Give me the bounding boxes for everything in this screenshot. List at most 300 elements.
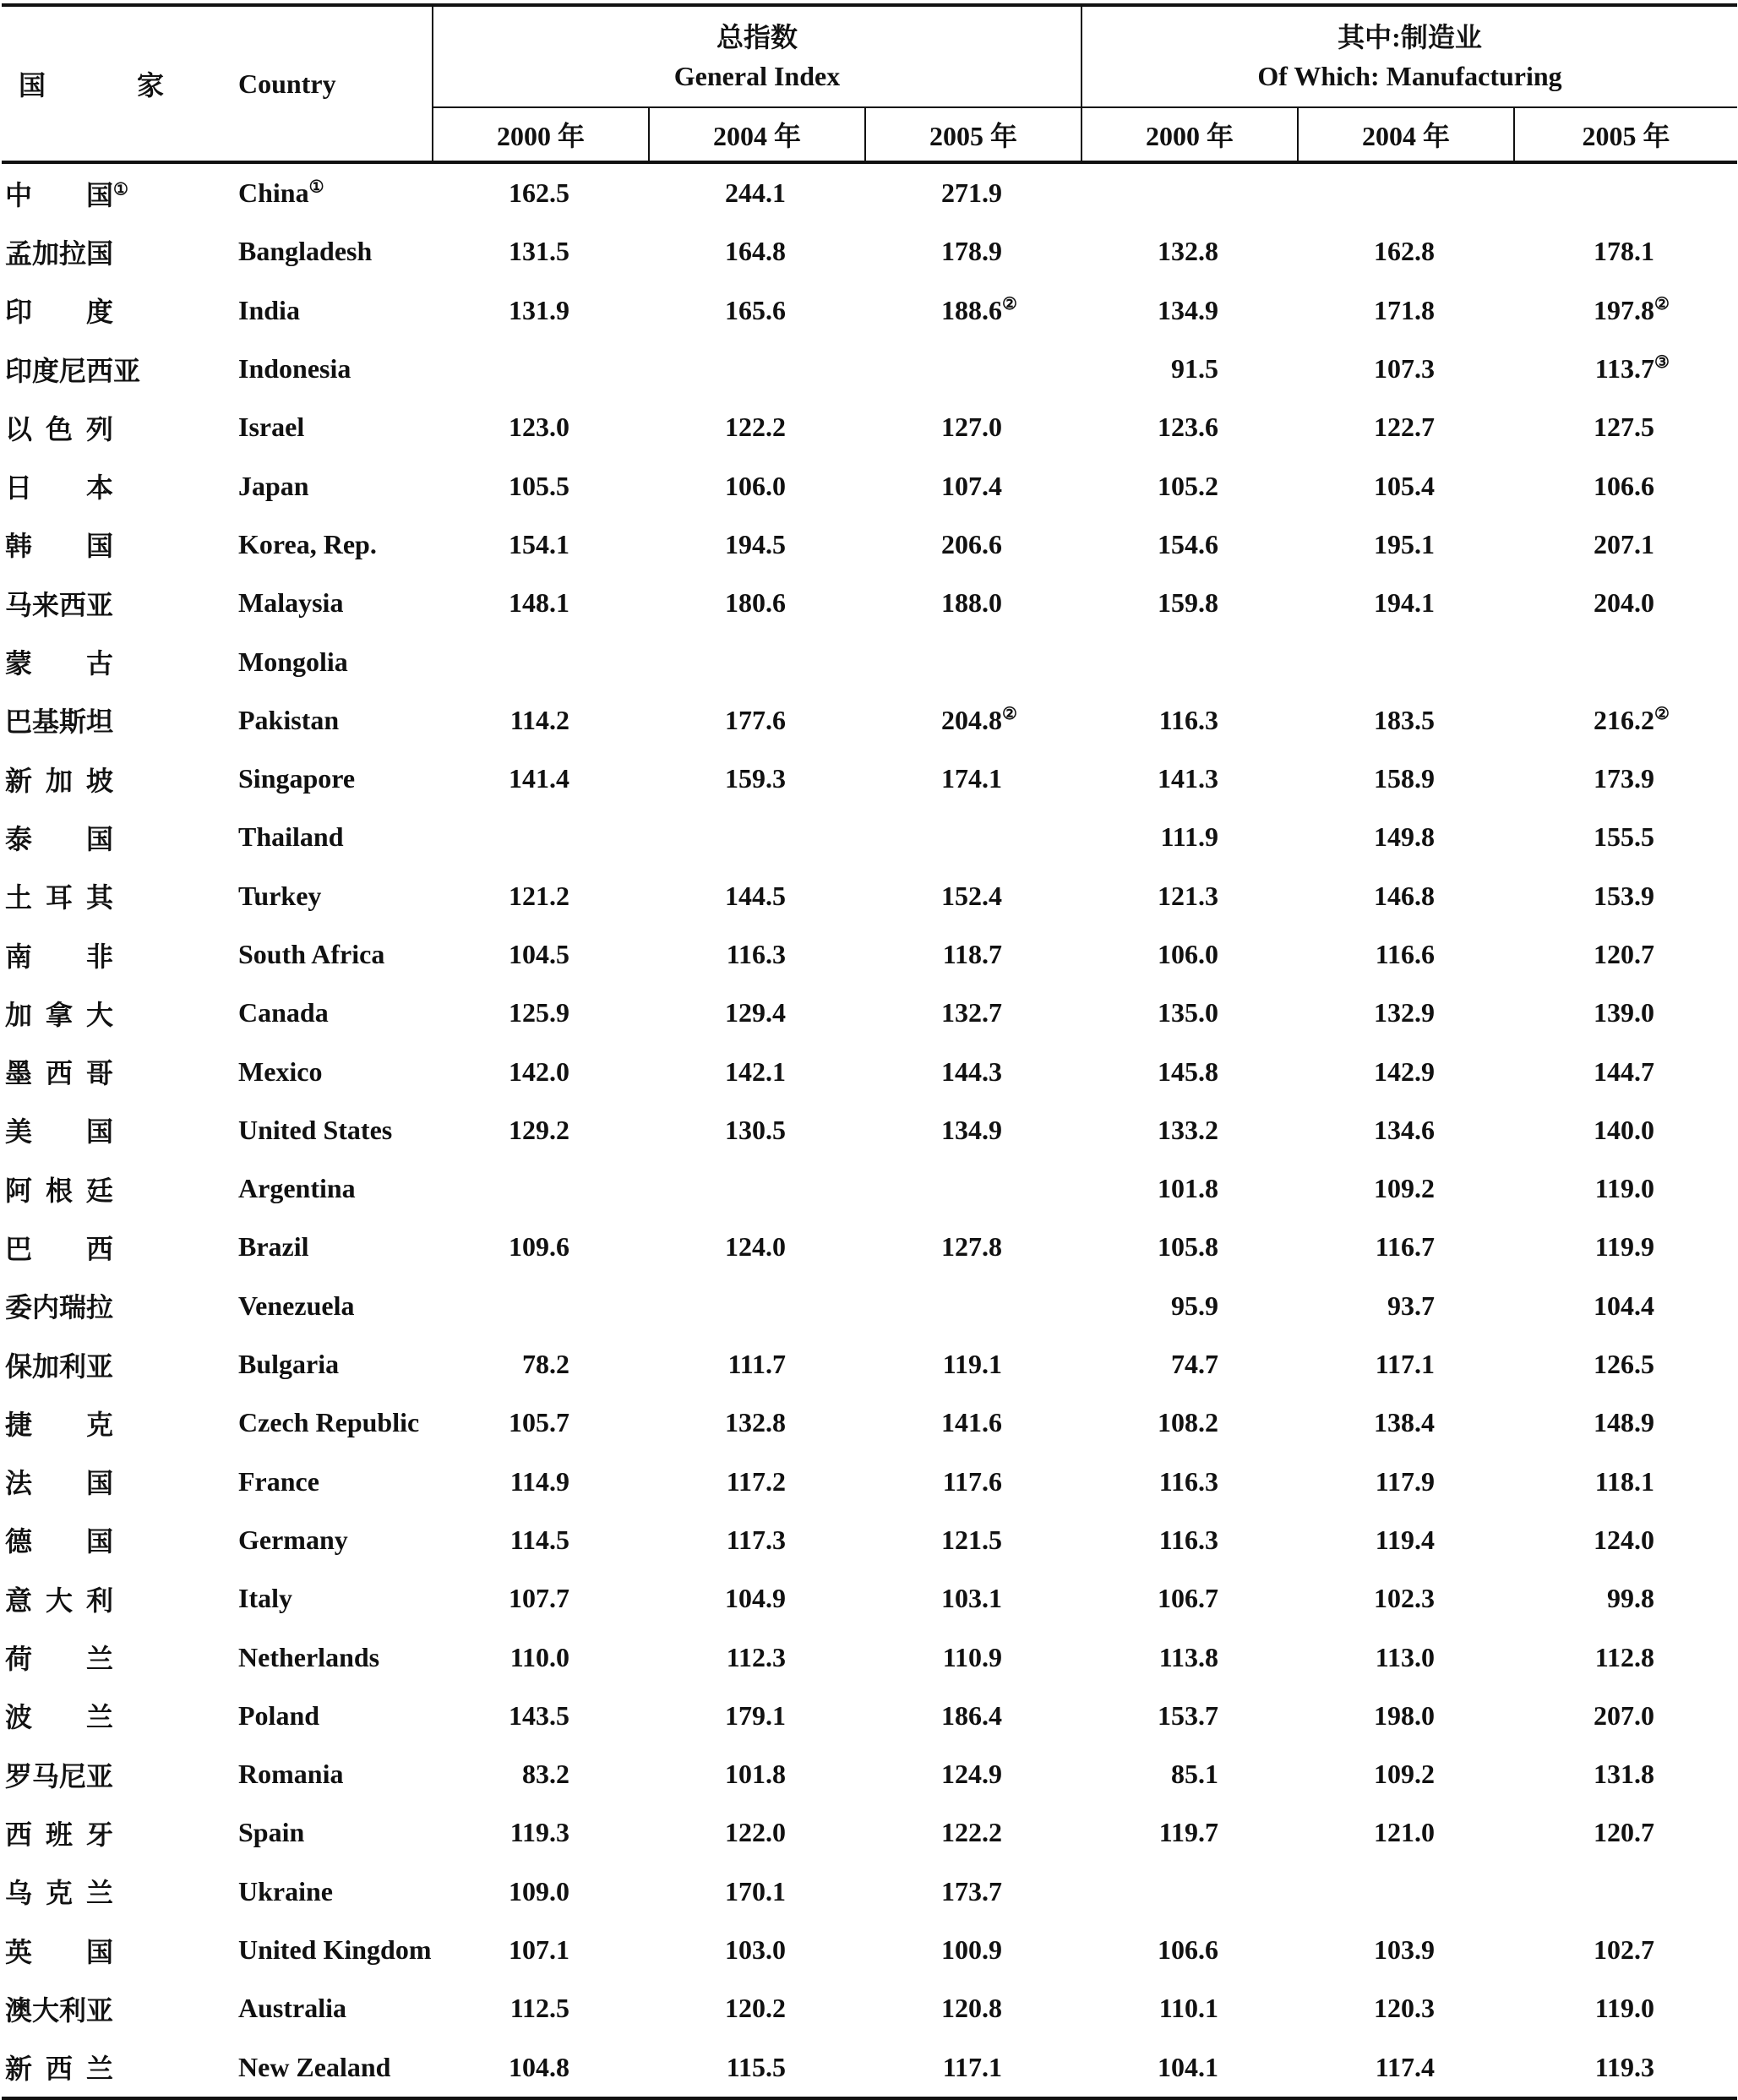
index-value: 107.3 <box>1374 353 1436 385</box>
index-value-cell <box>649 984 865 1042</box>
country-name-en-text: Pakistan <box>238 704 340 735</box>
country-name-cn: 新 西 兰 <box>2 2038 213 2098</box>
table-row <box>2 1745 1737 1803</box>
index-value-cell <box>433 1101 649 1159</box>
country-name-cn: 美 国 <box>5 1116 113 1148</box>
table-row <box>2 808 1737 866</box>
index-value: 110.0 <box>509 1641 569 1672</box>
index-value-cell <box>433 1394 649 1452</box>
index-value: 141.6 <box>941 1407 1002 1438</box>
country-name-cn: 英 国 <box>5 1936 113 1967</box>
index-value: 115.5 <box>726 2051 786 2082</box>
country-name-en <box>213 1277 433 1335</box>
index-value-cell <box>649 515 865 574</box>
country-name-cn: 德 国 <box>5 1526 113 1557</box>
index-value: 153.7 <box>1158 1699 1219 1731</box>
index-value-cell <box>1514 456 1737 515</box>
index-value-cell <box>649 925 865 984</box>
index-value-cell <box>433 1335 649 1394</box>
index-value-cell <box>1298 867 1514 925</box>
header-manufacturing <box>1081 5 1737 107</box>
country-name-en <box>213 1979 433 2037</box>
index-value: 188.6 <box>941 294 1002 325</box>
index-value-cell <box>1081 515 1298 574</box>
index-value: 119.3 <box>509 1817 569 1848</box>
index-value: 188.0 <box>941 587 1002 619</box>
country-name-cn: 委 内 瑞 拉 <box>5 1292 114 1323</box>
index-value: 116.7 <box>1375 1231 1436 1263</box>
index-value-cell <box>865 750 1081 808</box>
country-name-en-text: Indonesia <box>238 353 351 385</box>
index-value-cell <box>865 867 1081 925</box>
index-value: 134.9 <box>941 1114 1002 1145</box>
index-value-cell <box>433 1569 649 1628</box>
index-value: 140.0 <box>1594 1114 1655 1145</box>
index-value-cell <box>1298 2038 1514 2098</box>
country-name-cn: 乌 克 兰 <box>5 1878 113 1909</box>
index-value-cell <box>1081 1511 1298 1569</box>
index-value-cell <box>1514 632 1737 690</box>
index-value-cell <box>433 867 649 925</box>
index-value-cell <box>1081 1569 1298 1628</box>
table-row <box>2 162 1737 222</box>
index-value: 206.6 <box>941 528 1002 559</box>
index-value-cell <box>1298 1979 1514 2037</box>
index-value: 109.6 <box>509 1231 569 1263</box>
index-value-cell <box>1081 1628 1298 1686</box>
index-value-cell <box>1298 340 1514 398</box>
country-name-cn: 蒙 古 <box>5 648 113 679</box>
index-value-cell <box>1514 1159 1737 1218</box>
country-name-en-text: Turkey <box>238 880 322 911</box>
index-value: 141.4 <box>509 763 569 794</box>
header-mfg-en: Of Which: Manufacturing <box>1257 61 1562 91</box>
country-name-cn: 澳 大 利 亚 <box>5 1994 114 2026</box>
index-value-cell <box>1298 1511 1514 1569</box>
index-value-cell <box>1298 1394 1514 1452</box>
index-value: 165.6 <box>725 294 786 325</box>
index-value: 116.3 <box>1158 704 1219 735</box>
index-value-cell <box>433 340 649 398</box>
index-value: 174.1 <box>941 763 1002 794</box>
country-name-en-text: Bulgaria <box>238 1349 340 1380</box>
index-value-cell <box>433 750 649 808</box>
table-row <box>2 340 1737 398</box>
country-name-en <box>213 867 433 925</box>
table-row <box>2 398 1737 456</box>
index-value: 132.9 <box>1374 997 1436 1028</box>
index-value: 106.6 <box>1158 1934 1219 1966</box>
country-name-en-text: Romania <box>238 1759 344 1790</box>
footnote-marker: ① <box>308 177 324 197</box>
index-value-cell <box>1514 1921 1737 1979</box>
index-value: 178.9 <box>941 236 1002 267</box>
country-name-en <box>213 691 433 750</box>
index-value: 118.1 <box>1594 1465 1655 1497</box>
index-value: 119.9 <box>1594 1231 1655 1263</box>
table-row <box>2 1335 1737 1394</box>
index-value-cell <box>865 1218 1081 1276</box>
country-name-en <box>213 1687 433 1745</box>
index-value: 117.9 <box>1375 1465 1436 1497</box>
index-value: 93.7 <box>1387 1290 1436 1321</box>
index-value: 110.9 <box>942 1641 1002 1672</box>
index-value: 124.0 <box>725 1231 786 1263</box>
index-value: 153.9 <box>1594 880 1655 911</box>
index-value-cell <box>1514 808 1737 866</box>
index-value: 120.2 <box>725 1993 786 2024</box>
country-name-en-text: China <box>238 177 309 209</box>
country-name-en-text: Thailand <box>238 821 344 853</box>
index-value: 121.2 <box>509 880 569 911</box>
index-value-cell <box>649 574 865 632</box>
index-value: 126.5 <box>1594 1349 1655 1380</box>
index-value-cell <box>1081 691 1298 750</box>
index-value-cell <box>1081 1159 1298 1218</box>
country-name-en <box>213 1921 433 1979</box>
index-value: 148.1 <box>509 587 569 619</box>
index-value: 106.0 <box>1158 939 1219 969</box>
index-value-cell <box>433 1921 649 1979</box>
index-value: 178.1 <box>1594 236 1655 267</box>
index-value-cell <box>433 398 649 456</box>
table-row <box>2 1921 1737 1979</box>
index-value: 119.3 <box>1594 2051 1655 2082</box>
index-value: 124.0 <box>1594 1524 1655 1555</box>
index-value: 114.5 <box>509 1524 569 1555</box>
index-value-cell: 216.2② <box>1514 691 1737 750</box>
index-value-cell <box>1081 632 1298 690</box>
index-value: 198.0 <box>1374 1699 1436 1731</box>
index-value-cell <box>649 632 865 690</box>
country-name-en <box>213 1745 433 1803</box>
index-value: 122.2 <box>725 412 786 443</box>
index-value-cell <box>433 1218 649 1276</box>
index-value: 144.3 <box>941 1055 1002 1087</box>
index-value: 103.9 <box>1374 1934 1436 1966</box>
index-value: 122.2 <box>941 1817 1002 1848</box>
index-value: 127.5 <box>1594 412 1655 443</box>
country-name-cn: 意 大 利 <box>5 1585 113 1616</box>
index-value-cell <box>1081 925 1298 984</box>
index-value-cell <box>1514 574 1737 632</box>
index-value-cell <box>1081 750 1298 808</box>
index-value-cell <box>1514 515 1737 574</box>
country-name-cn: 韩 国 <box>5 531 113 562</box>
table-row <box>2 281 1737 340</box>
index-value: 118.7 <box>942 939 1002 969</box>
country-name-en-text: United Kingdom <box>238 1934 432 1966</box>
index-value-cell <box>1081 1921 1298 1979</box>
index-value: 216.2 <box>1594 704 1655 735</box>
index-table <box>2 3 1737 2100</box>
country-name-en <box>213 515 433 574</box>
index-value-cell <box>1081 281 1298 340</box>
index-value: 186.4 <box>941 1699 1002 1731</box>
index-value-cell <box>433 574 649 632</box>
index-value: 130.5 <box>725 1114 786 1145</box>
index-value-cell <box>433 925 649 984</box>
index-value-cell <box>433 984 649 1042</box>
index-value-cell: 197.8② <box>1514 281 1737 340</box>
index-value-cell <box>1514 1277 1737 1335</box>
index-value-cell <box>649 281 865 340</box>
index-value: 124.9 <box>941 1759 1002 1790</box>
index-value: 154.1 <box>509 528 569 559</box>
country-name-en-text: France <box>238 1465 319 1497</box>
index-value: 116.3 <box>1158 1465 1219 1497</box>
index-value-cell <box>649 1569 865 1628</box>
header-year-general-2000: 2000 年 <box>433 107 649 162</box>
index-value-cell <box>865 1979 1081 2037</box>
index-value: 173.7 <box>941 1875 1002 1906</box>
index-value: 125.9 <box>509 997 569 1028</box>
index-value-cell <box>1514 1863 1737 1921</box>
index-value: 119.4 <box>1375 1524 1436 1555</box>
country-name-en <box>213 1218 433 1276</box>
country-name-cn: 中 国 ① <box>5 179 128 210</box>
index-value-cell <box>1298 162 1514 222</box>
index-value-cell <box>1514 162 1737 222</box>
index-value: 149.8 <box>1374 821 1436 853</box>
index-value: 117.3 <box>726 1524 786 1555</box>
index-value: 111.9 <box>1160 821 1219 853</box>
index-value: 105.4 <box>1374 470 1436 501</box>
index-value-cell <box>865 1335 1081 1394</box>
index-value-cell <box>433 1745 649 1803</box>
country-name-en-text: United States <box>238 1114 393 1145</box>
index-value-cell <box>1081 222 1298 281</box>
index-value: 207.0 <box>1594 1699 1655 1731</box>
index-value-cell <box>1298 1803 1514 1862</box>
index-value: 83.2 <box>522 1759 569 1790</box>
index-value-cell <box>1298 1277 1514 1335</box>
index-value-cell <box>649 750 865 808</box>
index-value: 111.7 <box>727 1349 786 1380</box>
header-general-en: General Index <box>673 61 841 91</box>
index-value-cell <box>1298 1628 1514 1686</box>
index-value-cell <box>865 574 1081 632</box>
country-name-en <box>213 1863 433 1921</box>
index-value-cell <box>1298 456 1514 515</box>
index-value-cell <box>865 456 1081 515</box>
index-value: 131.9 <box>509 294 569 325</box>
index-value-cell <box>1081 808 1298 866</box>
table-row <box>2 1628 1737 1686</box>
index-value: 127.0 <box>941 412 1002 443</box>
index-value-cell <box>865 515 1081 574</box>
index-value: 170.1 <box>725 1875 786 1906</box>
index-value: 74.7 <box>1171 1349 1219 1380</box>
country-name-en <box>213 1335 433 1394</box>
country-name-en-text: Malaysia <box>238 587 344 619</box>
index-value: 135.0 <box>1158 997 1219 1028</box>
index-value-cell <box>1298 750 1514 808</box>
index-value: 138.4 <box>1374 1407 1436 1438</box>
index-value: 145.8 <box>1158 1055 1219 1087</box>
country-name-cn: 土 耳 其 <box>5 882 113 914</box>
header-year-mfg-2004: 2004 年 <box>1298 107 1514 162</box>
index-value: 120.3 <box>1374 1993 1436 2024</box>
table-row <box>2 1803 1737 1862</box>
index-value-cell <box>433 222 649 281</box>
index-value: 107.7 <box>509 1583 569 1614</box>
index-value: 197.8 <box>1594 294 1655 325</box>
index-value-cell <box>649 1863 865 1921</box>
country-name-cn: 巴 基 斯 坦 <box>5 706 114 738</box>
index-value: 119.7 <box>1158 1817 1219 1848</box>
index-value-cell <box>649 1042 865 1100</box>
index-value-cell <box>649 1218 865 1276</box>
country-name-cn: 印 度 <box>5 297 113 328</box>
index-value-cell <box>433 2038 649 2098</box>
index-value-cell <box>649 398 865 456</box>
country-name-en-text: Israel <box>238 412 305 443</box>
index-value: 105.7 <box>509 1407 569 1438</box>
index-value-cell: 188.6② <box>865 281 1081 340</box>
country-name-cn: 阿 根 廷 <box>5 1175 113 1206</box>
index-value-cell <box>649 691 865 750</box>
index-value: 104.1 <box>1158 2051 1219 2082</box>
index-value: 107.4 <box>941 470 1002 501</box>
index-value-cell <box>649 1979 865 2037</box>
country-name-en <box>213 750 433 808</box>
index-value: 207.1 <box>1594 528 1655 559</box>
index-value: 117.2 <box>726 1465 786 1497</box>
index-value-cell <box>1514 1511 1737 1569</box>
index-value-cell <box>1081 1042 1298 1100</box>
index-value: 107.1 <box>509 1934 569 1966</box>
index-value: 117.6 <box>942 1465 1002 1497</box>
index-value: 144.5 <box>725 880 786 911</box>
index-value: 106.0 <box>725 470 786 501</box>
index-value-cell <box>865 162 1081 222</box>
index-value-cell <box>865 925 1081 984</box>
index-value: 114.9 <box>509 1465 569 1497</box>
header-country-cn: 国 家 <box>2 5 213 162</box>
index-value-cell <box>1081 574 1298 632</box>
index-value-cell <box>865 1863 1081 1921</box>
index-value-cell <box>649 162 865 222</box>
index-value-cell <box>1081 456 1298 515</box>
country-name-en <box>213 1394 433 1452</box>
index-value: 159.3 <box>725 763 786 794</box>
index-value: 129.2 <box>509 1114 569 1145</box>
index-value: 141.3 <box>1158 763 1219 794</box>
index-value-cell <box>433 1453 649 1511</box>
index-value-cell <box>649 1511 865 1569</box>
index-value: 102.3 <box>1374 1583 1436 1614</box>
index-value-cell <box>865 984 1081 1042</box>
index-value-cell <box>1514 398 1737 456</box>
index-value-cell <box>433 162 649 222</box>
index-value-cell <box>1514 984 1737 1042</box>
index-value-cell <box>1514 750 1737 808</box>
table-row <box>2 925 1737 984</box>
index-value-cell <box>1298 1687 1514 1745</box>
table-row <box>2 750 1737 808</box>
index-value-cell <box>1081 1979 1298 2037</box>
index-value-cell <box>865 1277 1081 1335</box>
country-name-en-text: Czech Republic <box>238 1407 420 1438</box>
country-name-en-text: Poland <box>238 1699 320 1731</box>
index-value-cell <box>1081 1101 1298 1159</box>
index-value: 106.7 <box>1158 1583 1219 1614</box>
index-value-cell <box>865 1453 1081 1511</box>
country-name-en <box>213 1042 433 1100</box>
country-name-en-text: Argentina <box>238 1173 356 1204</box>
header-mfg-cn: 其中:制造业 <box>1338 22 1482 52</box>
country-name-en-text: Brazil <box>238 1231 309 1263</box>
index-value: 119.0 <box>1594 1173 1655 1204</box>
index-value: 158.9 <box>1374 763 1436 794</box>
table-row <box>2 456 1737 515</box>
country-name-en-text: Canada <box>238 997 329 1028</box>
index-value-cell <box>865 398 1081 456</box>
index-value-cell <box>1081 398 1298 456</box>
country-name-cn: 加 拿 大 <box>5 999 113 1030</box>
index-value-cell <box>1514 1453 1737 1511</box>
index-value-cell <box>649 867 865 925</box>
index-value-cell <box>433 808 649 866</box>
index-value-cell <box>1514 867 1737 925</box>
index-value: 132.8 <box>725 1407 786 1438</box>
index-value-cell <box>1514 1628 1737 1686</box>
index-value-cell <box>649 1335 865 1394</box>
index-value: 116.3 <box>1158 1524 1219 1555</box>
index-value-cell <box>1514 925 1737 984</box>
index-value-cell <box>865 1569 1081 1628</box>
index-value-cell <box>433 1628 649 1686</box>
index-value: 120.7 <box>1594 939 1655 969</box>
country-name-cn: 墨 西 哥 <box>5 1058 113 1089</box>
index-value: 117.4 <box>1375 2051 1436 2082</box>
index-value: 183.5 <box>1374 704 1436 735</box>
index-value: 244.1 <box>725 177 786 209</box>
table-row <box>2 1277 1737 1335</box>
index-value-cell <box>1298 574 1514 632</box>
table-row <box>2 1453 1737 1511</box>
country-name-en-text: Italy <box>238 1583 292 1614</box>
index-value: 122.0 <box>725 1817 786 1848</box>
index-value-cell <box>865 632 1081 690</box>
index-value-cell <box>649 1453 865 1511</box>
index-value: 142.1 <box>725 1055 786 1087</box>
index-value-cell <box>649 1745 865 1803</box>
index-value-cell <box>1298 281 1514 340</box>
country-name-en-text: Mongolia <box>238 646 348 677</box>
country-name-cn: 孟 加 拉 国 <box>5 237 114 269</box>
index-value: 162.5 <box>509 177 569 209</box>
header-year-general-2005: 2005 年 <box>865 107 1081 162</box>
index-value-cell <box>433 1042 649 1100</box>
country-name-cn: 巴 西 <box>5 1233 113 1264</box>
country-name-en <box>213 1569 433 1628</box>
index-value: 194.5 <box>725 528 786 559</box>
index-value: 123.0 <box>509 412 569 443</box>
index-value-cell <box>1081 1687 1298 1745</box>
table-row <box>2 1394 1737 1452</box>
country-name-en-text: Australia <box>238 1993 346 2024</box>
country-name-cn: 波 兰 <box>5 1702 113 1733</box>
index-value: 139.0 <box>1594 997 1655 1028</box>
index-value: 113.0 <box>1375 1641 1436 1672</box>
index-value: 121.5 <box>941 1524 1002 1555</box>
index-value: 134.6 <box>1374 1114 1436 1145</box>
index-value: 131.5 <box>509 236 569 267</box>
index-value-cell <box>649 222 865 281</box>
index-value-cell <box>1514 1335 1737 1394</box>
